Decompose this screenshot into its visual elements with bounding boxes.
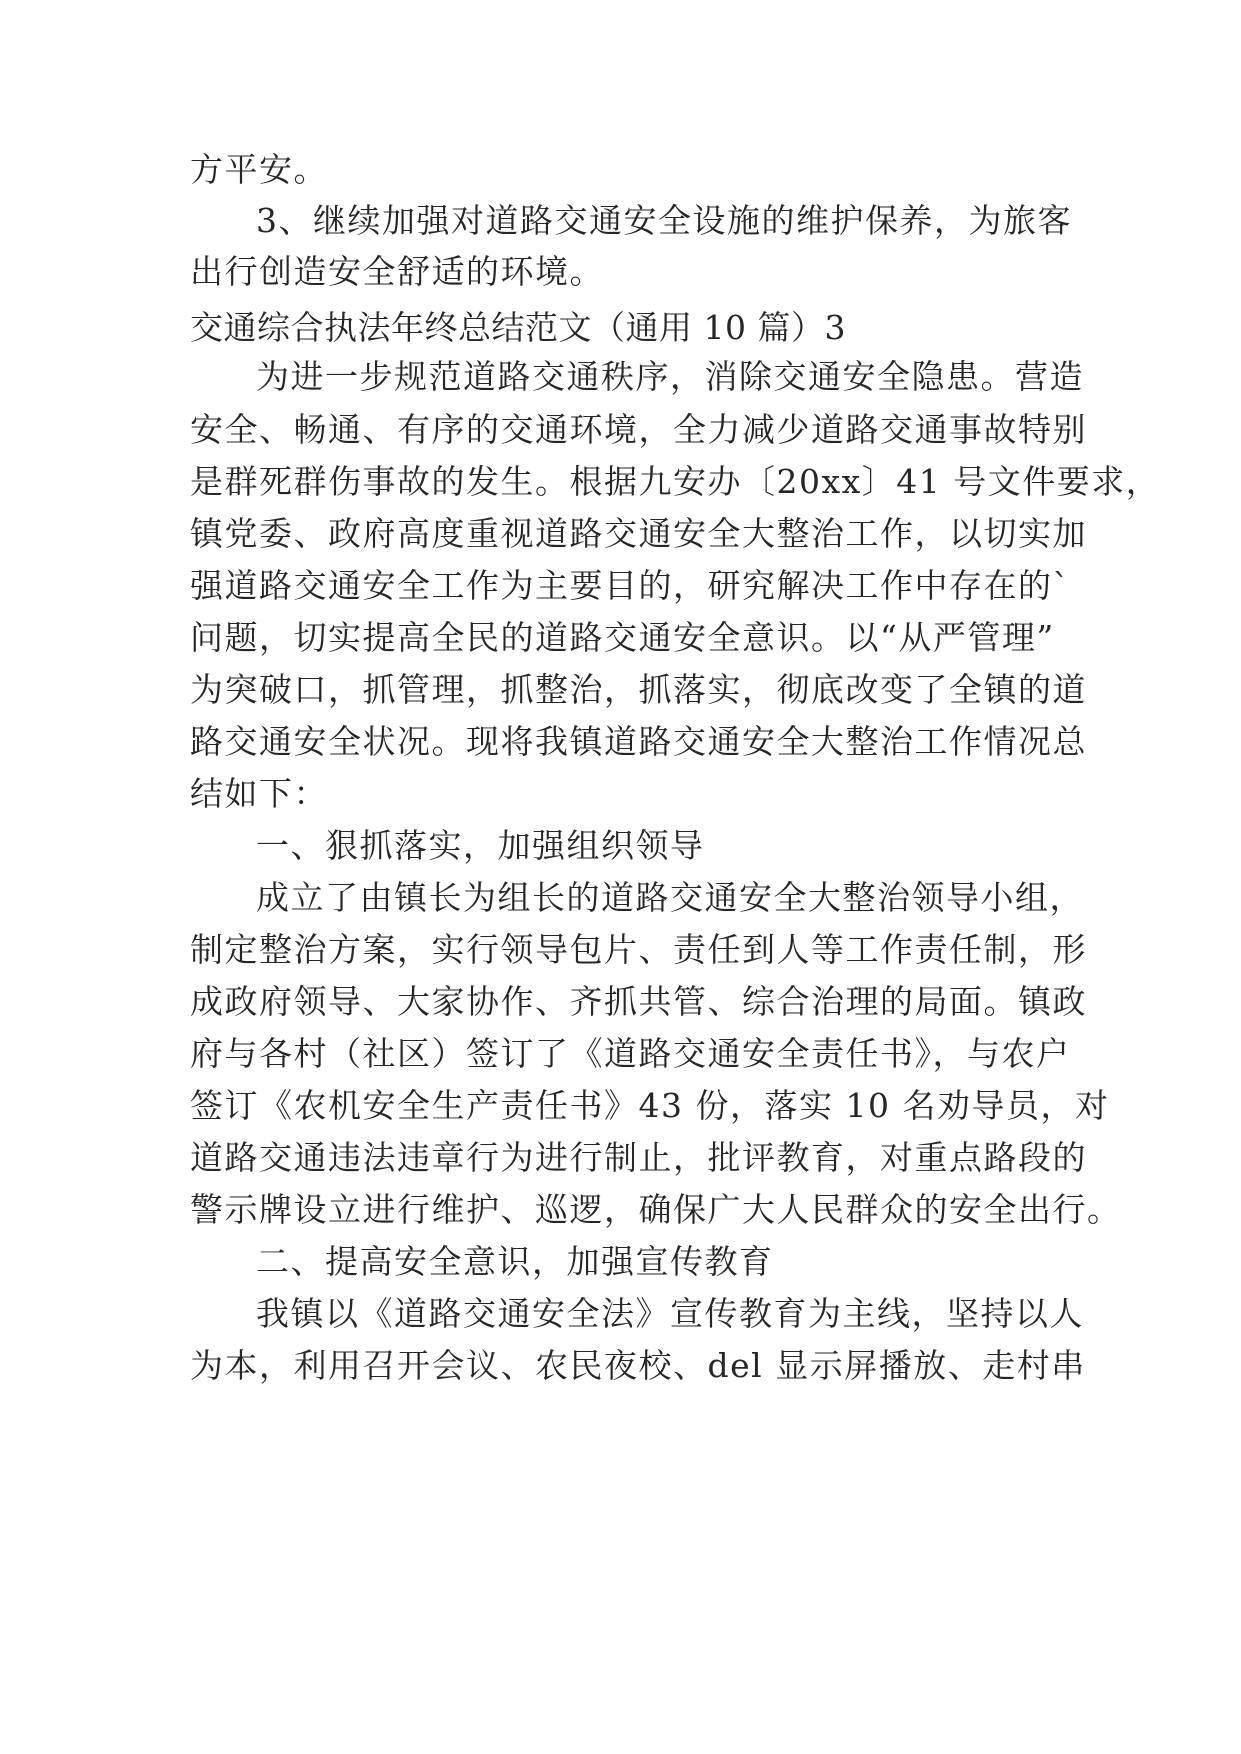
text-line: 成政府领导、大家协作、齐抓共管、综合治理的局面。镇政	[190, 982, 1087, 1021]
text-line: 道路交通违法违章行为进行制止，批评教育，对重点路段的	[190, 1138, 1087, 1177]
text-line: 镇党委、政府高度重视道路交通安全大整治工作，以切实加	[190, 514, 1087, 553]
numbered-item: 3、继续加强对道路交通安全设施的维护保养，为旅客	[256, 201, 1072, 240]
paragraph-first-line: 成立了由镇长为组长的道路交通安全大整治领导小组，	[256, 878, 1084, 917]
text-line: 强道路交通安全工作为主要目的，研究解决工作中存在的`	[190, 566, 1071, 605]
text-line: 结如下：	[190, 774, 328, 813]
subheading: 一、狠抓落实，加强组织领导	[256, 826, 705, 865]
text-line: 安全、畅通、有序的交通环境，全力减少道路交通事故特别	[190, 410, 1087, 449]
text-line: 是群死群伤事故的发生。根据九安办〔20xx〕41 号文件要求，	[190, 462, 1161, 501]
text-line: 签订《农机安全生产责任书》43 份，落实 10 名劝导员，对	[190, 1086, 1110, 1125]
text-line: 方平安。	[190, 150, 328, 189]
text-line: 府与各村（社区）签订了《道路交通安全责任书》，与农户	[190, 1034, 1071, 1073]
text-line: 制定整治方案，实行领导包片、责任到人等工作责任制，形	[190, 930, 1087, 969]
section-title: 交通综合执法年终总结范文（通用 10 篇）3	[190, 308, 846, 347]
subheading: 二、提高安全意识，加强宣传教育	[256, 1242, 774, 1281]
text-line: 路交通安全状况。现将我镇道路交通安全大整治工作情况总	[190, 722, 1087, 761]
text-line: 为本，利用召开会议、农民夜校、del 显示屏播放、走村串	[190, 1346, 1086, 1385]
text-line: 为突破口，抓管理，抓整治，抓落实，彻底改变了全镇的道	[190, 670, 1087, 709]
text-line: 出行创造安全舒适的环境。	[190, 252, 604, 291]
text-line: 问题，切实提高全民的道路交通安全意识。以“从严管理”	[190, 618, 1055, 657]
text-line: 警示牌设立进行维护、巡逻，确保广大人民群众的安全出行。	[190, 1190, 1122, 1229]
paragraph-first-line: 我镇以《道路交通安全法》宣传教育为主线，坚持以人	[256, 1294, 1084, 1333]
paragraph-first-line: 为进一步规范道路交通秩序，消除交通安全隐患。营造	[256, 357, 1084, 396]
